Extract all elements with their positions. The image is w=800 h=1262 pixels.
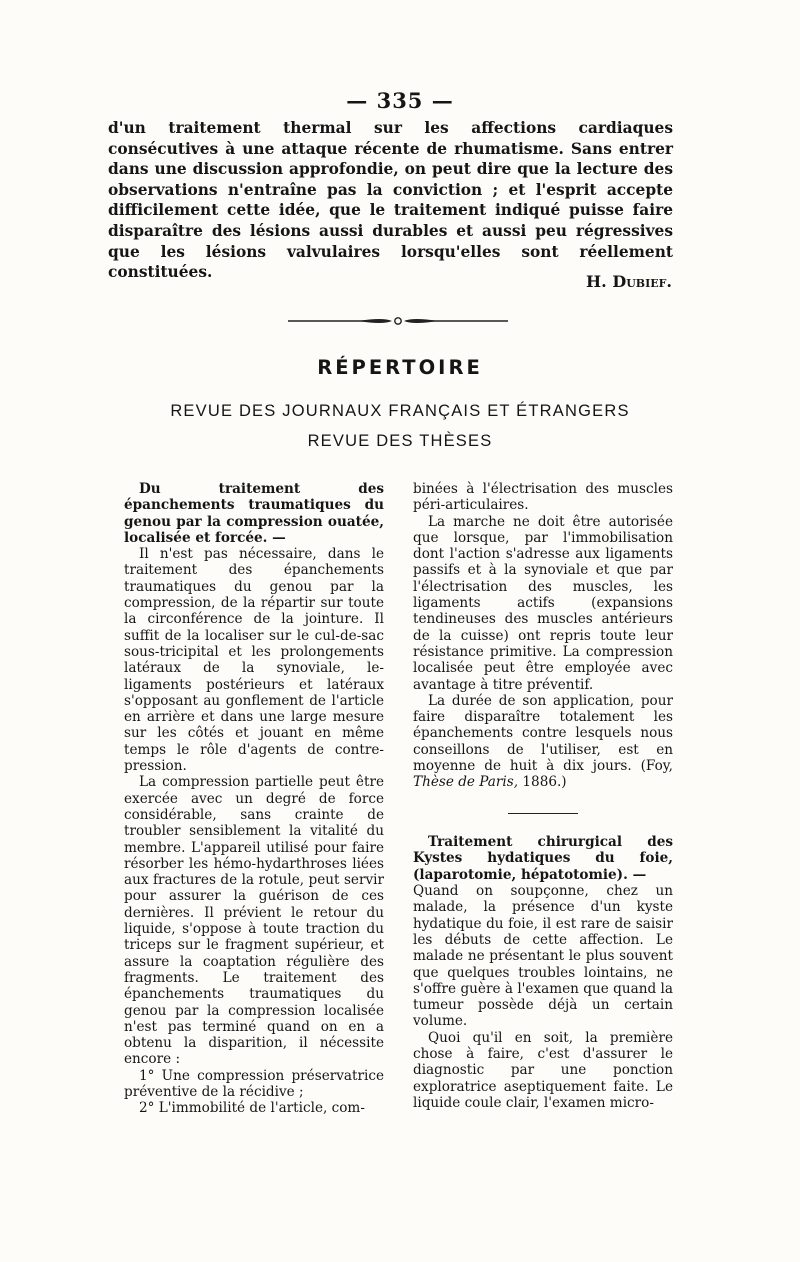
paragraph: La marche ne doit être autorisée que lorsque, par l'immobilisation dont l'action s'adresse aux ligaments passifs et à la synoviale et que par l'électrisation des muscles, les ligaments actifs (expansions tendineuses des muscles antérieurs de la cuisse) ont repris toute leur résistance primitive. La compression localisée peut être employée avec avantage à titre préventif. xyxy=(413,513,673,693)
left-column xyxy=(124,481,384,1117)
paragraph xyxy=(413,693,673,791)
article-separator xyxy=(508,813,578,815)
paragraph: La compression partielle peut être exercée avec un degré de force considérable, sans crainte de troubler sensiblement la vitalité du membre. L'appareil utilisé pour faire résorber les hémo-hydarthroses liées aux fractures de la rotule, peut servir pour assurer la guérison de ces dernières. Il prévient le retour du liquide, s'oppose à toute traction du triceps sur le fragment supérieur, et assure la coaptation régulière des fragments. Le traitement des épanchements traumatiques du genou par la compression localisée n'est pas terminé quand on en a obtenu la disparition, il nécessite encore : xyxy=(124,774,384,1068)
paragraph: 1° Une compression préservatrice préventive de la récidive ; xyxy=(124,1067,384,1100)
signature-initial: H. xyxy=(586,272,607,291)
citation-title: Thèse de Paris, xyxy=(413,774,519,791)
section-title: RÉPERTOIRE xyxy=(317,356,483,379)
citation-year: 1886.) xyxy=(522,774,567,791)
signature-name: Dubief. xyxy=(612,272,672,291)
page-number: — 335 — xyxy=(346,88,454,113)
article-title-genou: Du traitement des épanchements traumatiques du genou par la compression ouatée, localisée et forcée. — xyxy=(124,481,384,546)
section-subtitle-journals: REVUE DES JOURNAUX FRANÇAIS ET ÉTRANGERS xyxy=(170,402,630,420)
paragraph: binées à l'électrisation des muscles péri-articulaires. xyxy=(413,481,673,514)
signature xyxy=(586,272,672,291)
paragraph: Quoi qu'il en soit, la première chose à faire, c'est d'assurer le diagnostic par une ponction exploratrice aseptiquement faite. Le liquide coule clair, l'examen micro- xyxy=(413,1029,673,1111)
right-column xyxy=(413,481,673,1111)
intro-paragraph: d'un traitement thermal sur les affections cardiaques consécutives à une attaque récente de rhumatisme. Sans entrer dans une discussion approfondie, on peut dire que la lecture des observations n'entraîne pas la conviction ; et l'esprit accepte difficilement cette idée, que le traitement indiqué puisse faire disparaître des lésions aussi durables et aussi peu régressives que les lésions valvulaires lorsqu'elles sont réellement constituées. xyxy=(108,119,673,282)
section-subtitle-theses: REVUE DES THÈSES xyxy=(307,432,493,450)
decorative-rule-ornament xyxy=(288,314,508,328)
article-title-kystes: Traitement chirurgical des Kystes hydatiques du foie, (laparotomie, hépatotomie). — xyxy=(413,834,673,883)
paragraph-text: La durée de son application, pour faire disparaître totalement les épanchements contre lesquels nous conseillons de l'utiliser, est en moyenne de huit à dix jours. (Foy, xyxy=(413,692,673,775)
paragraph: 2° L'immobilité de l'article, com- xyxy=(139,1100,365,1117)
paragraph: Il n'est pas nécessaire, dans le traitement des épanchements traumatiques du genou par la compression, de la répartir sur toute la circonférence de la jointure. Il suffit de la localiser sur le cul-de-sac sous-tricipital et les prolongements latéraux de la synoviale, le- ligaments postérieurs et latéraux s'opposant au gonflement de l'article en arrière et dans une large mesure sur les côtés et jouant en même temps le rôle d'agents de contre-pression. xyxy=(124,546,384,775)
paragraph: Quand on soupçonne, chez un malade, la présence d'un kyste hydatique du foie, il est rare de saisir les débuts de cette affection. Le malade ne présentant le plus souvent que quelques troubles lointains, ne s'offre guère à l'examen que quand la tumeur possède déjà un certain volume. xyxy=(413,883,673,1030)
